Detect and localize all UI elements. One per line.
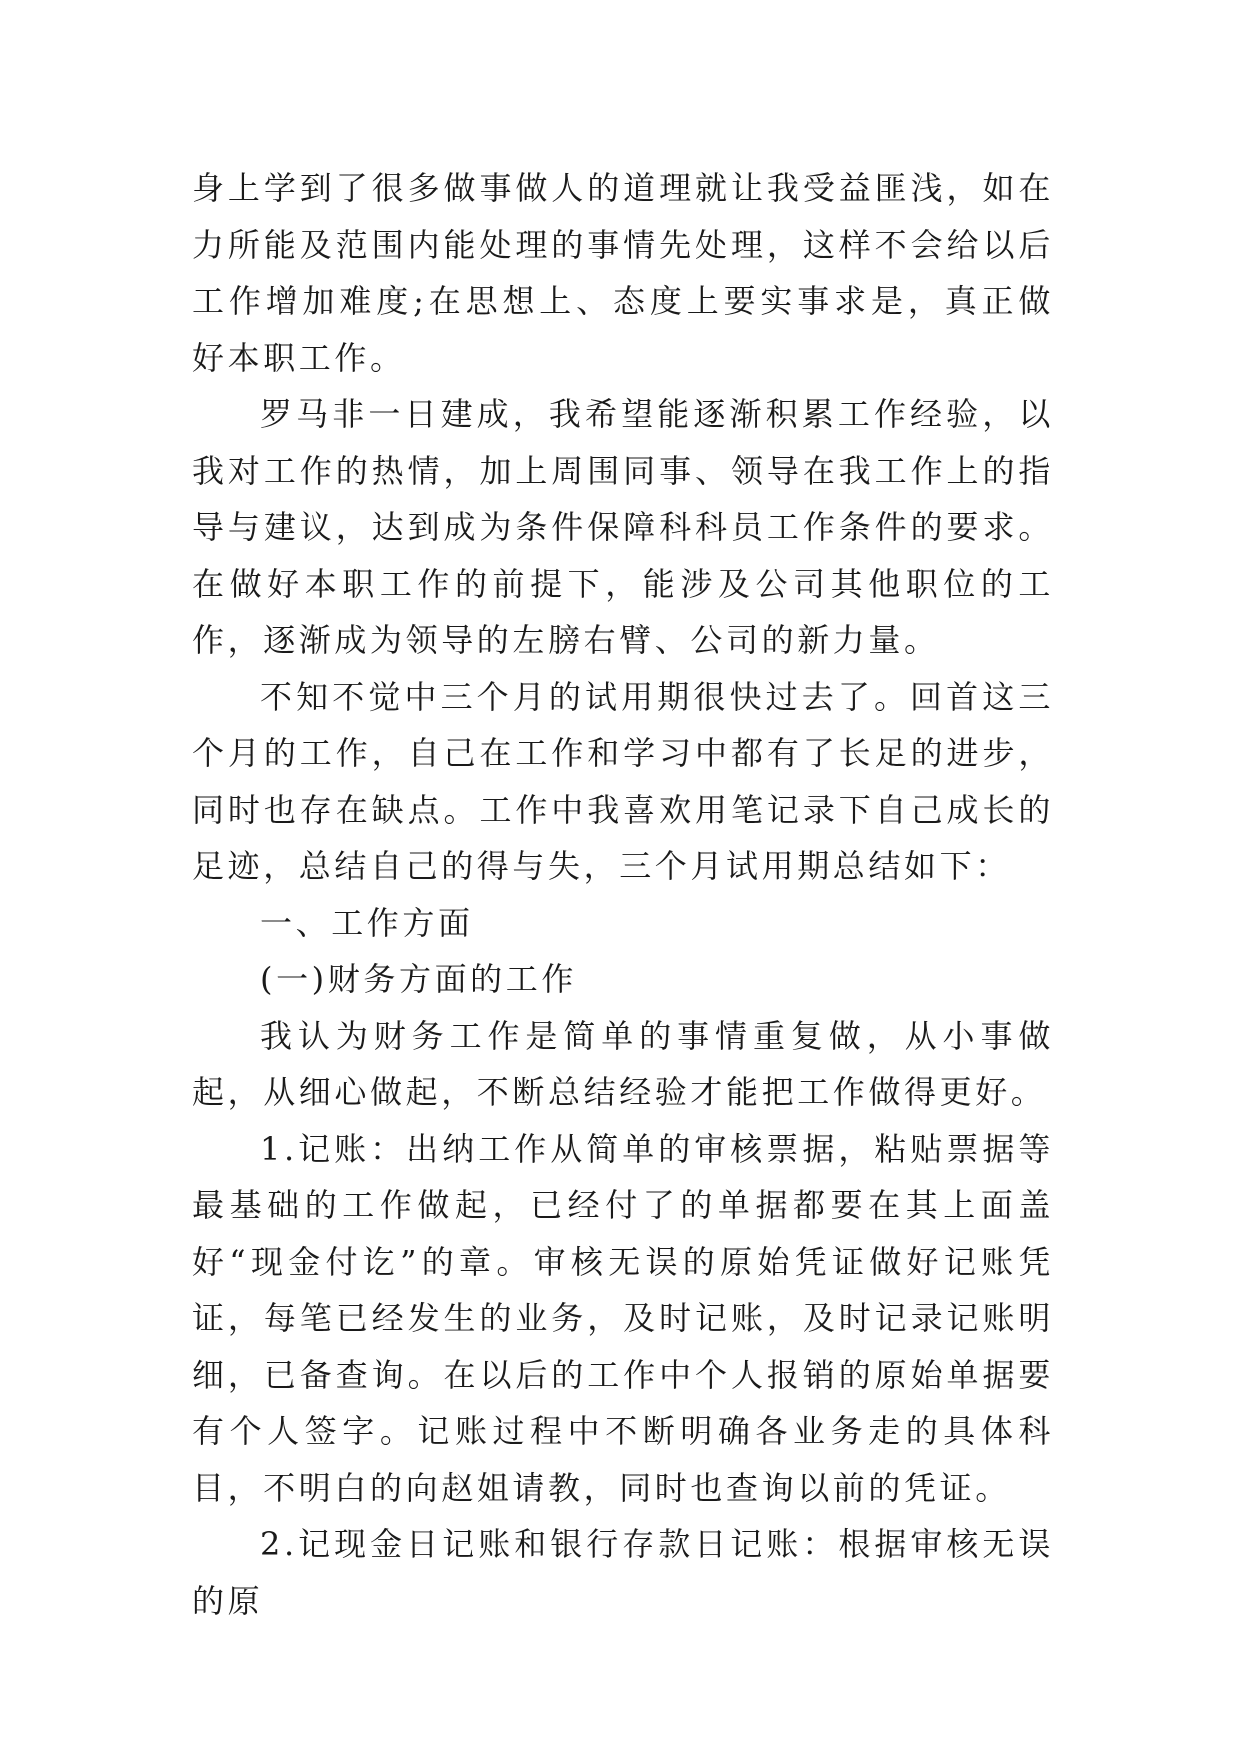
subsection-heading-finance: (一)财务方面的工作 [260, 960, 577, 998]
list-item-bookkeeping: 1.记账：出纳工作从简单的审核票据，粘贴票据等最基础的工作做起，已经付了的单据都要在其上面盖好“现金付讫”的章。审核无误的原始凭证做好记账凭证，每笔已经发生的业务，及时记账，及时记录记账明细，已备查询。在以后的工作中个人报销的原始单据要有个人签字。记账过程中不断明确各业务走的具体科目，不明白的向赵姐请教，同时也查询以前的凭证。 [192, 1129, 1054, 1507]
list-item-cash-journal: 2.记现金日记账和银行存款日记账：根据审核无误的原 [192, 1525, 1054, 1620]
paragraph-2: 罗马非一日建成，我希望能逐渐积累工作经验，以我对工作的热情，加上周围同事、领导在我工作上的指导与建议，达到成为条件保障科科员工作条件的要求。在做好本职工作的前提下，能涉及公司其他职位的工作，逐渐成为领导的左膀右臂、公司的新力量。 [192, 395, 1054, 659]
paragraph-1: 身上学到了很多做事做人的道理就让我受益匪浅，如在力所能及范围内能处理的事情先处理，这样不会给以后工作增加难度;在思想上、态度上要实事求是，真正做好本职工作。 [192, 169, 1054, 377]
document-body [192, 160, 1054, 1629]
section-heading-work: 一、工作方面 [260, 903, 474, 942]
paragraph-4: 我认为财务工作是简单的事情重复做，从小事做起，从细心做起，不断总结经验才能把工作做得更好。 [192, 1016, 1054, 1111]
paragraph-3: 不知不觉中三个月的试用期很快过去了。回首这三个月的工作，自己在工作和学习中都有了长足的进步，同时也存在缺点。工作中我喜欢用笔记录下自己成长的足迹，总结自己的得与失，三个月试用期总结如下： [192, 677, 1054, 885]
